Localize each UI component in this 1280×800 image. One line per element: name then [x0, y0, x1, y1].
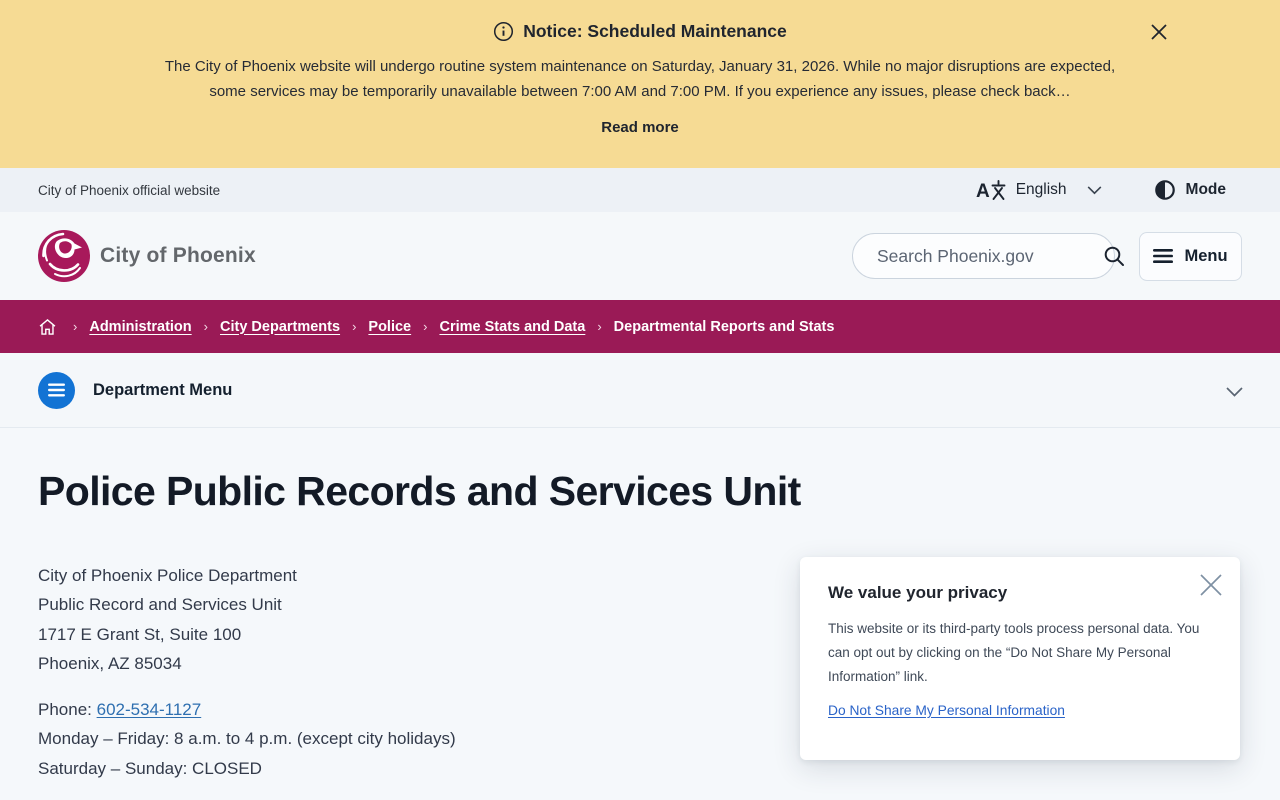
info-icon — [493, 21, 514, 42]
breadcrumb-current-page: Departmental Reports and Stats — [613, 318, 835, 335]
privacy-consent-popup — [800, 557, 1240, 760]
privacy-popup-title: We value your privacy — [828, 583, 1008, 602]
close-icon — [1198, 586, 1224, 601]
privacy-close-button[interactable] — [1196, 571, 1226, 601]
home-breadcrumb-link[interactable] — [38, 318, 57, 336]
page-title: Police Public Records and Services Unit — [38, 468, 801, 514]
address-line: Phoenix, AZ 85034 — [38, 654, 182, 674]
phone-number-link[interactable]: 602-534-1127 — [96, 699, 202, 719]
breadcrumb-separator: › — [73, 319, 78, 334]
breadcrumb-link-city-departments[interactable]: City Departments — [220, 318, 341, 335]
maintenance-banner — [0, 0, 1280, 168]
breadcrumb-link-police[interactable]: Police — [368, 318, 412, 335]
banner-close-button[interactable] — [1148, 22, 1170, 44]
mode-toggle[interactable] — [1154, 179, 1226, 201]
banner-message: The City of Phoenix website will undergo routine system maintenance on Saturday, January 31, 2026. While no major disruptions are expected, some services may be temporarily unavailable between 7:00 AM and 7:00 PM. If you experience any issues, please check back… — [164, 58, 1116, 100]
language-selected: English — [1015, 181, 1067, 198]
home-icon — [38, 318, 57, 336]
breadcrumb-link-crime-stats[interactable]: Crime Stats and Data — [439, 318, 586, 335]
language-selector[interactable] — [976, 179, 1102, 201]
brand-logo-group[interactable] — [38, 230, 256, 282]
breadcrumb-separator: › — [423, 319, 428, 334]
department-menu-bar[interactable] — [0, 353, 1280, 428]
breadcrumb-separator: › — [597, 319, 602, 334]
svg-text:A: A — [975, 181, 990, 201]
contrast-mode-icon — [1154, 179, 1176, 201]
brand-name: City of Phoenix — [100, 244, 256, 267]
breadcrumb-link-administration[interactable]: Administration — [89, 318, 192, 335]
chevron-down-icon — [1087, 183, 1102, 198]
breadcrumb-separator: › — [352, 319, 357, 334]
department-menu-label: Department Menu — [93, 380, 233, 399]
translate-icon — [976, 179, 1006, 201]
breadcrumb — [0, 300, 1280, 353]
hamburger-icon — [1153, 248, 1173, 264]
do-not-share-link[interactable]: Do Not Share My Personal Information — [828, 703, 1065, 718]
department-menu-icon — [38, 372, 75, 409]
mode-label: Mode — [1185, 181, 1226, 198]
close-icon — [1150, 29, 1168, 44]
official-site-label: City of Phoenix official website — [38, 182, 221, 198]
search-box — [852, 233, 1115, 279]
breadcrumb-separator: › — [203, 319, 208, 334]
hours-weekday: Monday – Friday: 8 a.m. to 4 p.m. (except city holidays) — [38, 729, 456, 749]
read-more-button[interactable]: Read more — [601, 119, 679, 136]
hours-weekend: Saturday – Sunday: CLOSED — [38, 758, 262, 778]
utility-bar — [0, 168, 1280, 212]
main-menu-button[interactable] — [1139, 232, 1242, 281]
search-icon[interactable] — [1102, 244, 1126, 268]
privacy-popup-body: This website or its third-party tools process personal data. You can opt out by clicking on the “Do Not Share My Personal Information” link. — [828, 621, 1200, 684]
search-input[interactable] — [877, 246, 1102, 267]
banner-title: Notice: Scheduled Maintenance — [523, 21, 787, 41]
phone-label: Phone: — [38, 699, 97, 719]
site-header — [0, 212, 1280, 300]
address-line: City of Phoenix Police Department — [38, 566, 297, 585]
phoenix-bird-logo-icon — [38, 230, 90, 282]
address-line: Public Record and Services Unit — [38, 595, 282, 615]
chevron-down-icon[interactable] — [1226, 384, 1243, 402]
menu-label: Menu — [1184, 246, 1228, 265]
address-line: 1717 E Grant St, Suite 100 — [38, 624, 242, 644]
